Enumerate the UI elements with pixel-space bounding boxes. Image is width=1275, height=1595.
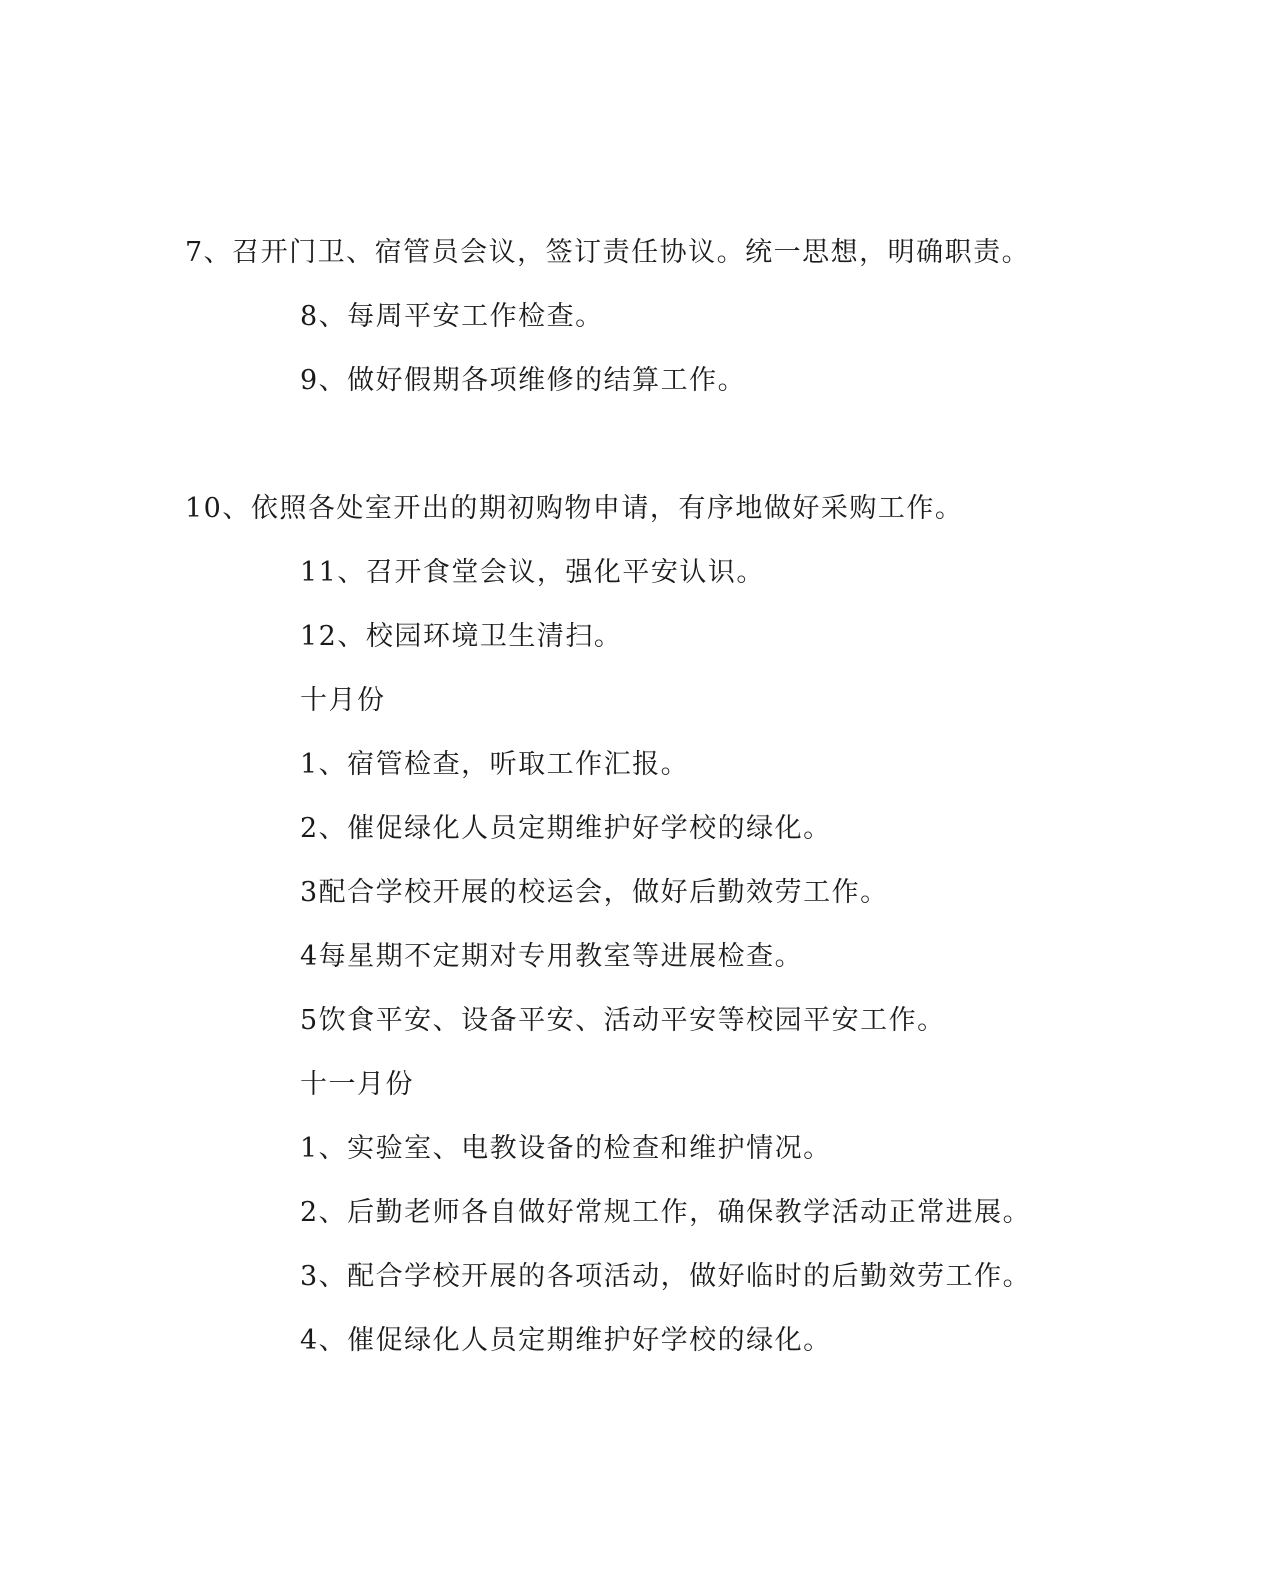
list-item: 1、实验室、电教设备的检查和维护情况。 (300, 1133, 832, 1164)
list-item: 7、召开门卫、宿管员会议，签订责任协议。统一思想，明确职责。 (185, 237, 1031, 268)
list-item: 10、依照各处室开出的期初购物申请，有序地做好采购工作。 (185, 493, 964, 524)
list-item: 11、召开食堂会议，强化平安认识。 (300, 557, 765, 588)
section-heading-october: 十月份 (300, 685, 386, 716)
list-item: 3配合学校开展的校运会，做好后勤效劳工作。 (300, 877, 889, 908)
list-item: 5饮食平安、设备平安、活动平安等校园平安工作。 (300, 1005, 946, 1036)
section-heading-november: 十一月份 (300, 1069, 414, 1100)
list-item: 9、做好假期各项维修的结算工作。 (300, 365, 747, 396)
list-item: 3、配合学校开展的各项活动，做好临时的后勤效劳工作。 (300, 1261, 1032, 1292)
list-item: 2、后勤老师各自做好常规工作，确保教学活动正常进展。 (300, 1197, 1032, 1228)
list-item: 4每星期不定期对专用教室等进展检查。 (300, 941, 804, 972)
list-item: 12、校园环境卫生清扫。 (300, 621, 623, 652)
list-item: 2、催促绿化人员定期维护好学校的绿化。 (300, 813, 832, 844)
list-item: 8、每周平安工作检查。 (300, 301, 604, 332)
list-item: 1、宿管检查，听取工作汇报。 (300, 749, 690, 780)
list-item: 4、催促绿化人员定期维护好学校的绿化。 (300, 1325, 832, 1356)
